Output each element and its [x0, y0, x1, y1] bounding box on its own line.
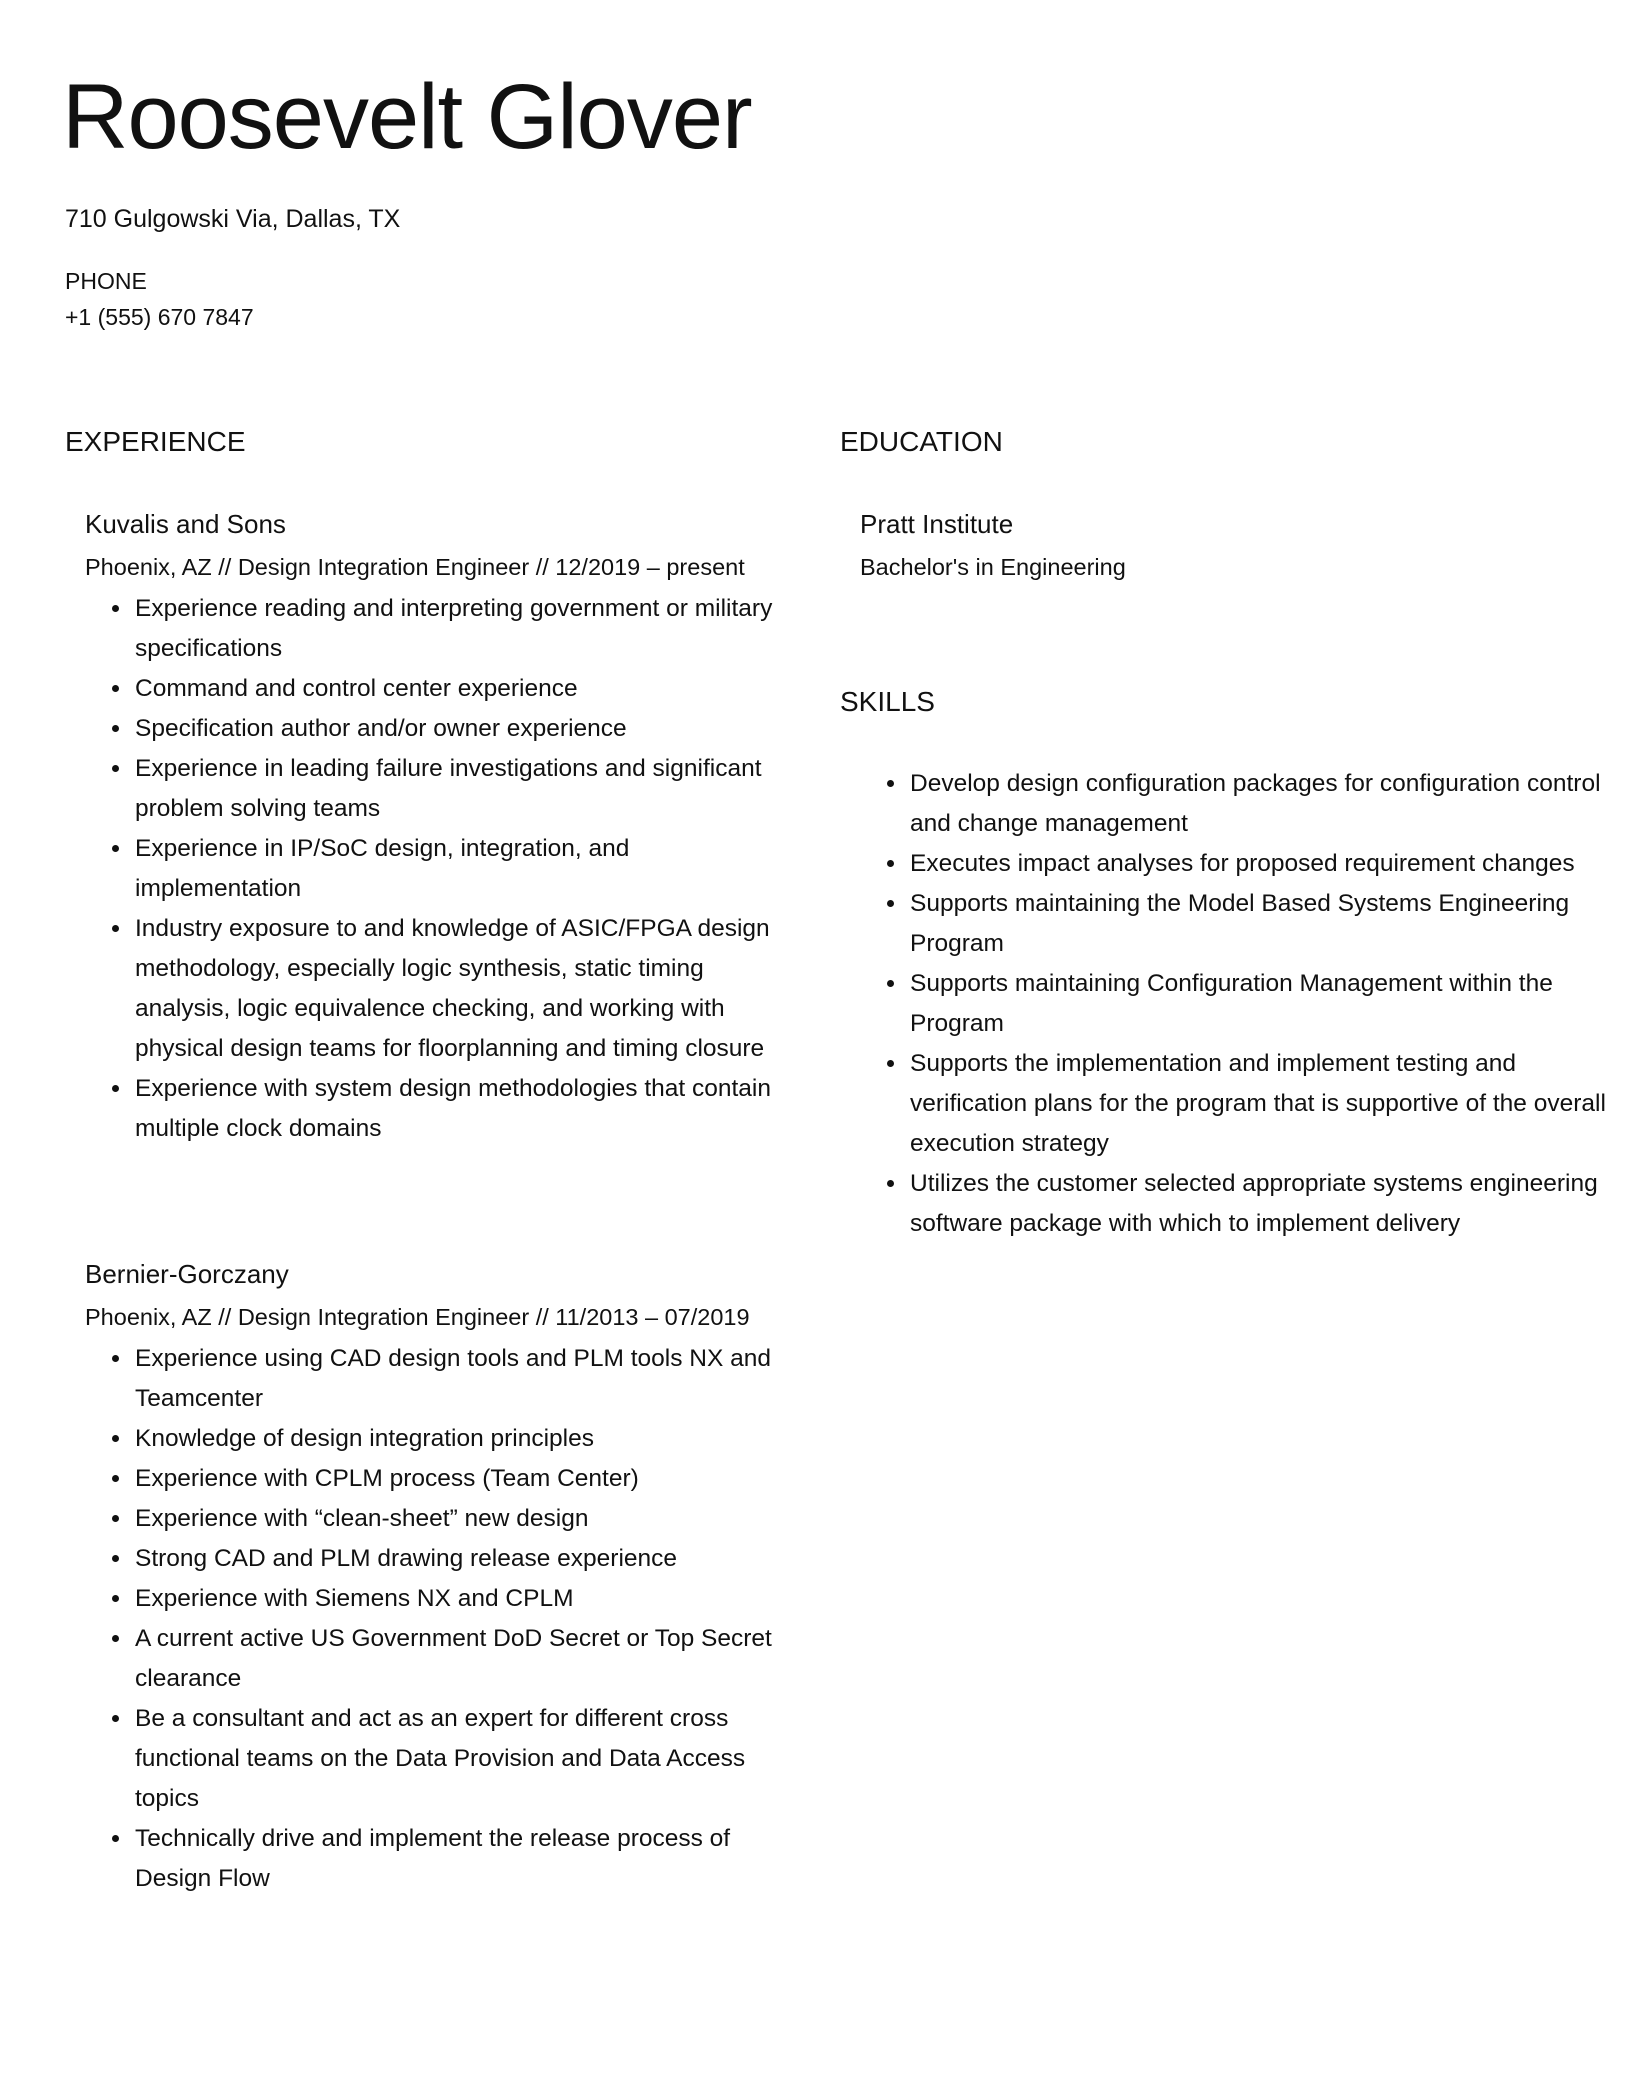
job-entry: [85, 509, 805, 1149]
company-name: Bernier-Gorczany: [85, 1259, 289, 1289]
list-item: • Experience in leading failure investigations and significant problem solving teams: [133, 749, 793, 829]
phone-number: +1 (555) 670 7847: [65, 304, 254, 330]
job-meta: Phoenix, AZ // Design Integration Engineer // 12/2019 – present: [85, 554, 745, 581]
list-item: • Executes impact analyses for proposed requirement changes: [908, 844, 1608, 884]
company-name: Kuvalis and Sons: [85, 509, 286, 539]
job-bullets: [85, 589, 793, 1149]
list-item: • Experience using CAD design tools and PLM tools NX and Teamcenter: [133, 1339, 793, 1419]
education-entry: [860, 509, 1560, 581]
list-item: • Command and control center experience: [133, 669, 793, 709]
list-item: • Knowledge of design integration principles: [133, 1419, 793, 1459]
list-item: • Technically drive and implement the release process of Design Flow: [133, 1819, 793, 1899]
list-item: • Strong CAD and PLM drawing release experience: [133, 1539, 793, 1579]
list-item: • Supports the implementation and implement testing and verification plans for the program that is supportive of the overall execution strategy: [908, 1044, 1608, 1164]
list-item: • Specification author and/or owner experience: [133, 709, 793, 749]
skills-heading: SKILLS: [840, 686, 935, 717]
list-item: • Experience with “clean-sheet” new design: [133, 1499, 793, 1539]
list-item: • Experience with system design methodologies that contain multiple clock domains: [133, 1069, 793, 1149]
list-item: • Experience in IP/SoC design, integration, and implementation: [133, 829, 793, 909]
list-item: • Utilizes the customer selected appropriate systems engineering software package with which to implement delivery: [908, 1164, 1608, 1244]
school-name: Pratt Institute: [860, 509, 1014, 539]
list-item: • Supports maintaining the Model Based Systems Engineering Program: [908, 884, 1608, 964]
list-item: • Experience with Siemens NX and CPLM: [133, 1579, 793, 1619]
list-item: • Be a consultant and act as an expert for different cross functional teams on the Data Provision and Data Access topics: [133, 1699, 793, 1819]
list-item: • Experience reading and interpreting government or military specifications: [133, 589, 793, 669]
education-heading: EDUCATION: [840, 426, 1003, 457]
candidate-name: Roosevelt Glover: [62, 66, 752, 168]
address: 710 Gulgowski Via, Dallas, TX: [65, 205, 401, 233]
list-item: • Industry exposure to and knowledge of ASIC/FPGA design methodology, especially logic synthesis, static timing analysis, logic equivalence checking, and working with physical design teams for floorplanning and timing closure: [133, 909, 793, 1069]
list-item: • A current active US Government DoD Secret or Top Secret clearance: [133, 1619, 793, 1699]
experience-heading: EXPERIENCE: [65, 426, 246, 457]
job-entry: [85, 1259, 805, 1899]
skills-list: [860, 764, 1608, 1244]
job-bullets: [85, 1339, 793, 1899]
list-item: • Supports maintaining Configuration Management within the Program: [908, 964, 1608, 1044]
list-item: • Experience with CPLM process (Team Center): [133, 1459, 793, 1499]
phone-label: PHONE: [65, 268, 147, 294]
degree: Bachelor's in Engineering: [860, 554, 1126, 581]
list-item: • Develop design configuration packages for configuration control and change management: [908, 764, 1608, 844]
job-meta: Phoenix, AZ // Design Integration Engineer // 11/2013 – 07/2019: [85, 1304, 750, 1331]
